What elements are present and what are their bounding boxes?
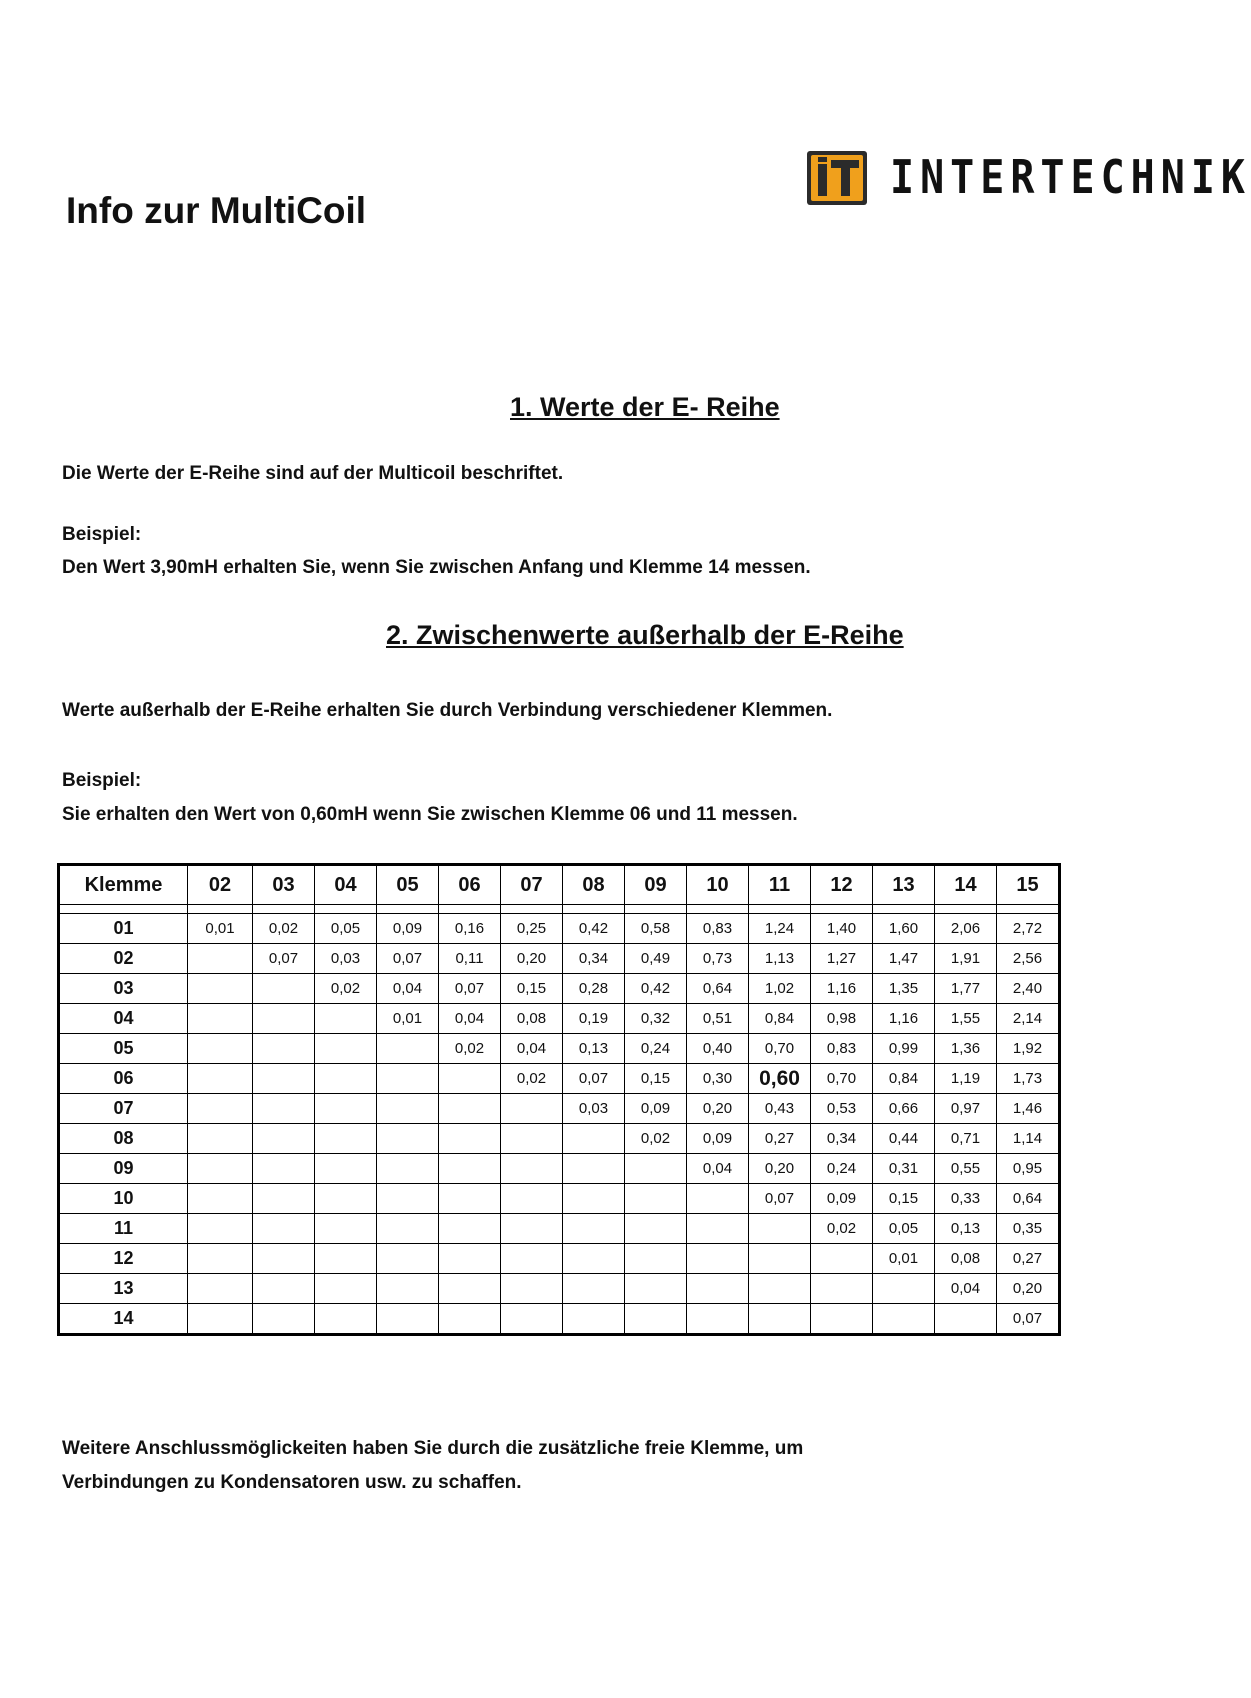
table-cell: 0,83 xyxy=(687,914,749,944)
table-cell: 1,16 xyxy=(811,974,873,1004)
table-cell xyxy=(501,1094,563,1124)
table-cell: 0,99 xyxy=(873,1034,935,1064)
spacer-cell xyxy=(687,905,749,914)
table-cell: 0,44 xyxy=(873,1124,935,1154)
table-cell: 1,46 xyxy=(997,1094,1060,1124)
table-cell xyxy=(315,1004,377,1034)
section1-example-text: Den Wert 3,90mH erhalten Sie, wenn Sie zwischen Anfang und Klemme 14 messen. xyxy=(62,557,811,578)
column-header: 10 xyxy=(687,865,749,905)
table-row xyxy=(59,1244,1060,1274)
table-cell: 0,01 xyxy=(873,1244,935,1274)
table-cell xyxy=(188,1244,253,1274)
table-cell xyxy=(749,1304,811,1335)
table-cell: 0,13 xyxy=(563,1034,625,1064)
table-cell: 0,15 xyxy=(625,1064,687,1094)
table-row xyxy=(59,914,1060,944)
table-cell: 0,20 xyxy=(749,1154,811,1184)
table-cell: 0,83 xyxy=(811,1034,873,1064)
table-cell xyxy=(188,1034,253,1064)
table-cell xyxy=(377,1094,439,1124)
row-header: 14 xyxy=(59,1304,188,1335)
table-cell: 1,91 xyxy=(935,944,997,974)
table-header-row xyxy=(59,865,1060,905)
table-cell xyxy=(188,1004,253,1034)
table-cell: 0,43 xyxy=(749,1094,811,1124)
column-header: 06 xyxy=(439,865,501,905)
table-row xyxy=(59,1274,1060,1304)
column-header: 12 xyxy=(811,865,873,905)
table-cell xyxy=(811,1304,873,1335)
table-cell xyxy=(315,1124,377,1154)
table-cell: 0,25 xyxy=(501,914,563,944)
table-cell: 0,31 xyxy=(873,1154,935,1184)
table-cell: 1,73 xyxy=(997,1064,1060,1094)
section1-text: Die Werte der E-Reihe sind auf der Multicoil beschriftet. xyxy=(62,463,564,484)
table-cell xyxy=(188,1184,253,1214)
table-cell xyxy=(439,1094,501,1124)
table-cell: 0,70 xyxy=(749,1034,811,1064)
table-cell xyxy=(253,1154,315,1184)
footer-note xyxy=(62,1432,803,1500)
footer-line-1: Weitere Anschlussmöglickeiten haben Sie durch die zusätzliche freie Klemme, um xyxy=(62,1438,804,1459)
table-cell: 0,34 xyxy=(563,944,625,974)
column-header: 14 xyxy=(935,865,997,905)
table-cell: 0,15 xyxy=(501,974,563,1004)
table-cell: 0,04 xyxy=(687,1154,749,1184)
table-cell xyxy=(253,1004,315,1034)
row-header: 11 xyxy=(59,1214,188,1244)
table-cell xyxy=(253,1244,315,1274)
table-cell xyxy=(315,1244,377,1274)
table-cell: 0,58 xyxy=(625,914,687,944)
table-cell xyxy=(501,1154,563,1184)
table-cell: 1,77 xyxy=(935,974,997,1004)
table-cell: 1,92 xyxy=(997,1034,1060,1064)
column-header: 05 xyxy=(377,865,439,905)
table-cell: 0,11 xyxy=(439,944,501,974)
table-cell xyxy=(377,1214,439,1244)
table-cell xyxy=(687,1244,749,1274)
table-cell xyxy=(501,1274,563,1304)
table-cell xyxy=(687,1304,749,1335)
table-cell: 0,01 xyxy=(377,1004,439,1034)
table-row xyxy=(59,974,1060,1004)
table-cell xyxy=(253,1094,315,1124)
table-cell xyxy=(625,1304,687,1335)
table-cell: 0,84 xyxy=(749,1004,811,1034)
column-header: 03 xyxy=(253,865,315,905)
table-cell xyxy=(501,1304,563,1335)
table-cell: 0,02 xyxy=(501,1064,563,1094)
table-cell: 0,84 xyxy=(873,1064,935,1094)
row-header: 12 xyxy=(59,1244,188,1274)
table-cell: 0,04 xyxy=(377,974,439,1004)
column-header: 04 xyxy=(315,865,377,905)
table-cell: 0,30 xyxy=(687,1064,749,1094)
table-cell: 0,01 xyxy=(188,914,253,944)
spacer-cell xyxy=(935,905,997,914)
table-cell xyxy=(377,1124,439,1154)
table-cell: 2,56 xyxy=(997,944,1060,974)
section2-example-label: Beispiel: xyxy=(62,770,142,791)
table-cell xyxy=(439,1064,501,1094)
table-row xyxy=(59,1184,1060,1214)
table-cell: 0,33 xyxy=(935,1184,997,1214)
table-cell: 1,35 xyxy=(873,974,935,1004)
table-cell: 0,08 xyxy=(935,1244,997,1274)
table-cell xyxy=(253,974,315,1004)
table-cell xyxy=(377,1034,439,1064)
table-cell: 2,14 xyxy=(997,1004,1060,1034)
table-cell: 0,55 xyxy=(935,1154,997,1184)
table-cell: 1,60 xyxy=(873,914,935,944)
table-cell xyxy=(188,944,253,974)
table-cell: 0,02 xyxy=(315,974,377,1004)
table-cell xyxy=(188,1274,253,1304)
section2-heading: 2. Zwischenwerte außerhalb der E-Reihe xyxy=(386,620,904,650)
row-header: 04 xyxy=(59,1004,188,1034)
column-header: 02 xyxy=(188,865,253,905)
table-cell xyxy=(563,1304,625,1335)
table-cell: 0,32 xyxy=(625,1004,687,1034)
table-cell: 1,47 xyxy=(873,944,935,974)
table-cell: 0,51 xyxy=(687,1004,749,1034)
table-cell xyxy=(749,1214,811,1244)
table-row xyxy=(59,1034,1060,1064)
table-cell xyxy=(687,1274,749,1304)
table-cell xyxy=(439,1244,501,1274)
table-cell xyxy=(188,1214,253,1244)
table-cell: 0,70 xyxy=(811,1064,873,1094)
spacer-cell xyxy=(188,905,253,914)
table-cell: 0,24 xyxy=(625,1034,687,1064)
column-header: 13 xyxy=(873,865,935,905)
table-row xyxy=(59,1064,1060,1094)
table-row xyxy=(59,1124,1060,1154)
row-header: 02 xyxy=(59,944,188,974)
table-cell xyxy=(253,1184,315,1214)
table-cell: 0,09 xyxy=(687,1124,749,1154)
table-cell: 0,42 xyxy=(625,974,687,1004)
table-cell xyxy=(873,1304,935,1335)
table-cell: 2,40 xyxy=(997,974,1060,1004)
row-header: 10 xyxy=(59,1184,188,1214)
table-cell xyxy=(253,1214,315,1244)
table-cell: 0,02 xyxy=(253,914,315,944)
table-row xyxy=(59,944,1060,974)
table-cell: 0,24 xyxy=(811,1154,873,1184)
table-cell: 0,20 xyxy=(997,1274,1060,1304)
table-cell: 0,28 xyxy=(563,974,625,1004)
table-cell: 0,95 xyxy=(997,1154,1060,1184)
section2-example-text: Sie erhalten den Wert von 0,60mH wenn Sie zwischen Klemme 06 und 11 messen. xyxy=(62,804,798,825)
table-cell xyxy=(749,1244,811,1274)
table-cell: 0,27 xyxy=(997,1244,1060,1274)
table-cell: 0,49 xyxy=(625,944,687,974)
table-spacer-row xyxy=(59,905,1060,914)
table-cell xyxy=(811,1244,873,1274)
table-cell: 0,15 xyxy=(873,1184,935,1214)
spacer-cell xyxy=(997,905,1060,914)
table-row xyxy=(59,1154,1060,1184)
table-cell: 0,16 xyxy=(439,914,501,944)
table-cell xyxy=(563,1244,625,1274)
table-cell: 0,20 xyxy=(501,944,563,974)
table-cell xyxy=(188,1094,253,1124)
table-cell: 0,19 xyxy=(563,1004,625,1034)
table-cell xyxy=(625,1184,687,1214)
table-cell xyxy=(563,1214,625,1244)
table-cell xyxy=(315,1274,377,1304)
table-cell xyxy=(315,1214,377,1244)
spacer-cell xyxy=(377,905,439,914)
footer-line-2: Verbindungen zu Kondensatoren usw. zu schaffen. xyxy=(62,1472,522,1493)
table-cell xyxy=(188,1124,253,1154)
spacer-cell xyxy=(253,905,315,914)
table-cell: 0,20 xyxy=(687,1094,749,1124)
table-cell xyxy=(315,1304,377,1335)
table-cell: 0,08 xyxy=(501,1004,563,1034)
table-cell xyxy=(625,1214,687,1244)
table-cell xyxy=(253,1064,315,1094)
column-header: 11 xyxy=(749,865,811,905)
table-cell: 0,64 xyxy=(997,1184,1060,1214)
table-cell xyxy=(563,1124,625,1154)
table-cell: 1,16 xyxy=(873,1004,935,1034)
section1-heading: 1. Werte der E- Reihe xyxy=(510,392,780,422)
table-cell: 0,40 xyxy=(687,1034,749,1064)
table-cell xyxy=(315,1184,377,1214)
table-cell: 0,07 xyxy=(439,974,501,1004)
table-cell: 0,97 xyxy=(935,1094,997,1124)
table-cell: 0,04 xyxy=(439,1004,501,1034)
table-cell: 0,07 xyxy=(997,1304,1060,1335)
table-cell xyxy=(188,1064,253,1094)
table-cell: 0,04 xyxy=(935,1274,997,1304)
table-cell: 0,02 xyxy=(811,1214,873,1244)
spacer-cell xyxy=(315,905,377,914)
table-cell xyxy=(188,1304,253,1335)
coil-values-table xyxy=(57,863,1061,1336)
table-cell xyxy=(563,1274,625,1304)
row-header: 01 xyxy=(59,914,188,944)
table-cell: 0,04 xyxy=(501,1034,563,1064)
table-cell: 0,07 xyxy=(749,1184,811,1214)
table-cell xyxy=(377,1274,439,1304)
table-cell: 0,98 xyxy=(811,1004,873,1034)
table-cell: 1,40 xyxy=(811,914,873,944)
table-cell: 1,02 xyxy=(749,974,811,1004)
table-cell xyxy=(439,1274,501,1304)
table-cell xyxy=(377,1304,439,1335)
table-cell xyxy=(625,1274,687,1304)
table-cell: 0,27 xyxy=(749,1124,811,1154)
table-cell: 0,42 xyxy=(563,914,625,944)
table-row xyxy=(59,1004,1060,1034)
spacer-cell xyxy=(749,905,811,914)
table-cell: 1,13 xyxy=(749,944,811,974)
table-cell xyxy=(749,1274,811,1304)
table-cell: 0,07 xyxy=(563,1064,625,1094)
table-cell: 0,53 xyxy=(811,1094,873,1124)
table-cell: 1,19 xyxy=(935,1064,997,1094)
spacer-cell xyxy=(59,905,188,914)
table-cell xyxy=(439,1154,501,1184)
table-cell xyxy=(935,1304,997,1335)
page-title: Info zur MultiCoil xyxy=(66,190,367,231)
row-header: 09 xyxy=(59,1154,188,1184)
table-row xyxy=(59,1094,1060,1124)
table-cell: 0,60 xyxy=(749,1064,811,1094)
table-cell xyxy=(315,1094,377,1124)
row-header: 03 xyxy=(59,974,188,1004)
table-cell xyxy=(377,1244,439,1274)
table-cell xyxy=(501,1184,563,1214)
spacer-cell xyxy=(873,905,935,914)
table-cell: 0,73 xyxy=(687,944,749,974)
table-cell: 2,06 xyxy=(935,914,997,944)
table-cell xyxy=(188,1154,253,1184)
column-header: 09 xyxy=(625,865,687,905)
spacer-cell xyxy=(439,905,501,914)
table-cell xyxy=(377,1184,439,1214)
table-cell: 0,03 xyxy=(563,1094,625,1124)
table-cell xyxy=(377,1154,439,1184)
table-cell: 0,02 xyxy=(625,1124,687,1154)
table-cell xyxy=(811,1274,873,1304)
spacer-cell xyxy=(811,905,873,914)
table-cell: 0,09 xyxy=(377,914,439,944)
column-header: 08 xyxy=(563,865,625,905)
table-cell: 1,55 xyxy=(935,1004,997,1034)
spacer-cell xyxy=(501,905,563,914)
table-cell xyxy=(315,1064,377,1094)
table-cell xyxy=(253,1304,315,1335)
table-cell: 0,71 xyxy=(935,1124,997,1154)
table-cell xyxy=(873,1274,935,1304)
table-cell: 0,09 xyxy=(625,1094,687,1124)
logo-mark-icon xyxy=(806,150,868,206)
table-cell: 1,14 xyxy=(997,1124,1060,1154)
column-header: 15 xyxy=(997,865,1060,905)
table-cell: 0,34 xyxy=(811,1124,873,1154)
table-cell xyxy=(253,1124,315,1154)
spacer-cell xyxy=(625,905,687,914)
table-cell: 0,02 xyxy=(439,1034,501,1064)
column-header: 07 xyxy=(501,865,563,905)
table-cell: 1,27 xyxy=(811,944,873,974)
table-cell: 1,36 xyxy=(935,1034,997,1064)
spacer-cell xyxy=(563,905,625,914)
table-cell: 0,66 xyxy=(873,1094,935,1124)
table-cell: 0,64 xyxy=(687,974,749,1004)
section1-example-label: Beispiel: xyxy=(62,524,142,545)
section2-text: Werte außerhalb der E-Reihe erhalten Sie durch Verbindung verschiedener Klemmen. xyxy=(62,700,833,721)
table-cell xyxy=(563,1184,625,1214)
row-header: 07 xyxy=(59,1094,188,1124)
table-cell: 2,72 xyxy=(997,914,1060,944)
table-cell xyxy=(501,1244,563,1274)
row-header: 08 xyxy=(59,1124,188,1154)
table-cell: 1,24 xyxy=(749,914,811,944)
row-header: 06 xyxy=(59,1064,188,1094)
table-cell xyxy=(439,1124,501,1154)
table-cell xyxy=(253,1274,315,1304)
table-cell xyxy=(687,1214,749,1244)
row-header: 13 xyxy=(59,1274,188,1304)
table-corner-header: Klemme xyxy=(59,865,188,905)
table-cell xyxy=(439,1304,501,1335)
table-cell: 0,13 xyxy=(935,1214,997,1244)
table-cell xyxy=(253,1034,315,1064)
table-cell xyxy=(625,1154,687,1184)
table-row xyxy=(59,1304,1060,1335)
table-cell xyxy=(188,974,253,1004)
table-cell: 0,07 xyxy=(377,944,439,974)
intertechnik-logo xyxy=(806,150,1251,206)
table-cell: 0,05 xyxy=(873,1214,935,1244)
table-cell xyxy=(563,1154,625,1184)
table-cell xyxy=(625,1244,687,1274)
table-cell xyxy=(439,1214,501,1244)
table-cell xyxy=(501,1124,563,1154)
table-cell xyxy=(687,1184,749,1214)
table-row xyxy=(59,1214,1060,1244)
table-cell: 0,07 xyxy=(253,944,315,974)
table-cell: 0,03 xyxy=(315,944,377,974)
row-header: 05 xyxy=(59,1034,188,1064)
table-cell xyxy=(315,1034,377,1064)
logo-text: INTERTECHNIK xyxy=(890,151,1251,205)
table-cell: 0,09 xyxy=(811,1184,873,1214)
table-cell: 0,35 xyxy=(997,1214,1060,1244)
table-cell xyxy=(377,1064,439,1094)
table-cell xyxy=(315,1154,377,1184)
table-cell xyxy=(439,1184,501,1214)
table-cell xyxy=(501,1214,563,1244)
table-cell: 0,05 xyxy=(315,914,377,944)
